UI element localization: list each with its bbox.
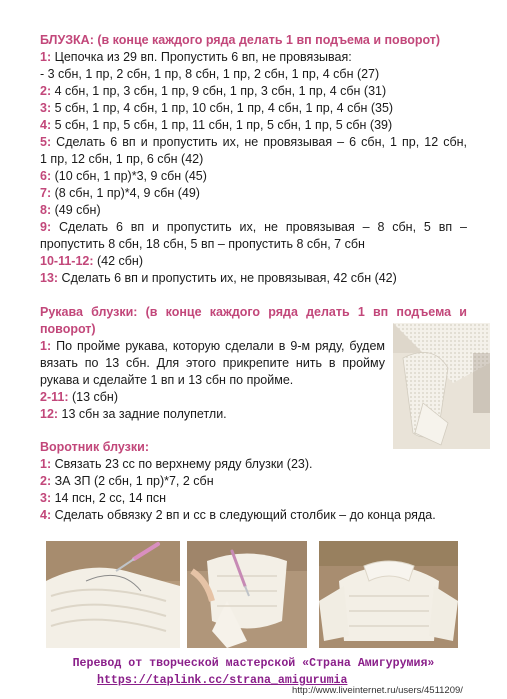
blouse-row-1-cont: - 3 сбн, 1 пр, 2 сбн, 1 пр, 8 сбн, 1 пр, 2 сбн, 1 пр, 4 сбн (27) xyxy=(40,67,380,81)
sleeve-row-1: 1: По пройме рукава, которую сделали в 9-м ряду, будем xyxy=(40,339,385,353)
blouse-row-5-cont: 1 пр, 12 сбн, 1 пр, 6 сбн (42) xyxy=(40,152,204,166)
collar-row-3: 3: 14 псн, 2 сс, 14 псн xyxy=(40,491,167,505)
blouse-row-1: 1: Цепочка из 29 вп. Пропустить 6 вп, не провязывая: xyxy=(40,50,352,64)
watermark-url: http://www.liveinternet.ru/users/4511209/ xyxy=(292,685,463,696)
blouse-row-9: 9: Сделать 6 вп и пропустить их, не провязывая – 8 сбн, 5 вп – xyxy=(40,220,467,234)
blouse-row-7: 7: (8 сбн, 1 пр)*4, 9 сбн (49) xyxy=(40,186,200,200)
blouse-row-6: 6: (10 сбн, 1 пр)*3, 9 сбн (45) xyxy=(40,169,207,183)
sleeve-row-1-cont: вязать по 13 сбн. Для этого прикрепите нить в пройму xyxy=(40,356,385,370)
blouse-row-8: 8: (49 сбн) xyxy=(40,203,101,217)
blouse-row-2: 2: 4 сбн, 1 пр, 3 сбн, 1 пр, 9 сбн, 1 пр, 3 сбн, 1 пр, 4 сбн (31) xyxy=(40,84,387,98)
sleeve-photo xyxy=(393,323,490,449)
blouse-row-13: 13: Сделать 6 вп и пропустить их, не провязывая, 42 сбн (42) xyxy=(40,271,397,285)
collar-title: Воротник блузки: xyxy=(40,440,149,454)
sleeve-row-2-11: 2-11: (13 сбн) xyxy=(40,390,118,404)
collar-row-4: 4: Сделать обвязку 2 вп и сс в следующий столбик – до конца ряда. xyxy=(40,508,436,522)
sleeve-row-1-cont2: рукава и сделайте 1 вп и 13 сбн по пройме. xyxy=(40,373,294,387)
blouse-row-9-cont: пропустить 8 сбн, 18 сбн, 5 вп – пропустить 8 сбн, 7 сбн xyxy=(40,237,365,251)
footer-credit: Перевод от творческой мастерской «Страна Амигурумия» xyxy=(72,657,435,670)
sleeve-title: Рукава блузки: (в конце каждого ряда делать 1 вп подъема и xyxy=(40,305,467,319)
collar-row-2: 2: ЗА ЗП (2 сбн, 1 пр)*7, 2 сбн xyxy=(40,474,214,488)
sleeve-row-12: 12: 13 сбн за задние полупетли. xyxy=(40,407,227,421)
footer-link[interactable]: https://taplink.cc/strana_amigurumia xyxy=(97,674,348,687)
blouse-row-5: 5: Сделать 6 вп и пропустить их, не провязывая – 6 сбн, 1 пр, 12 сбн, xyxy=(40,135,467,149)
photo-sleeve-knitting xyxy=(187,541,307,648)
blouse-title: БЛУЗКА: (в конце каждого ряда делать 1 вп подъема и поворот) xyxy=(40,33,441,47)
photo-blouse-sleeve-hook xyxy=(46,541,180,648)
sleeve-title-cont: поворот) xyxy=(40,322,96,336)
blouse-row-3: 3: 5 сбн, 1 пр, 4 сбн, 1 пр, 10 сбн, 1 пр, 4 сбн, 1 пр, 4 сбн (35) xyxy=(40,101,394,115)
blouse-row-10-12: 10-11-12: (42 сбн) xyxy=(40,254,144,268)
photo-finished-blouse xyxy=(319,541,458,648)
blouse-row-4: 4: 5 сбн, 1 пр, 5 сбн, 1 пр, 11 сбн, 1 пр, 5 сбн, 1 пр, 5 сбн (39) xyxy=(40,118,393,132)
collar-row-1: 1: Связать 23 сс по верхнему ряду блузки (23). xyxy=(40,457,313,471)
